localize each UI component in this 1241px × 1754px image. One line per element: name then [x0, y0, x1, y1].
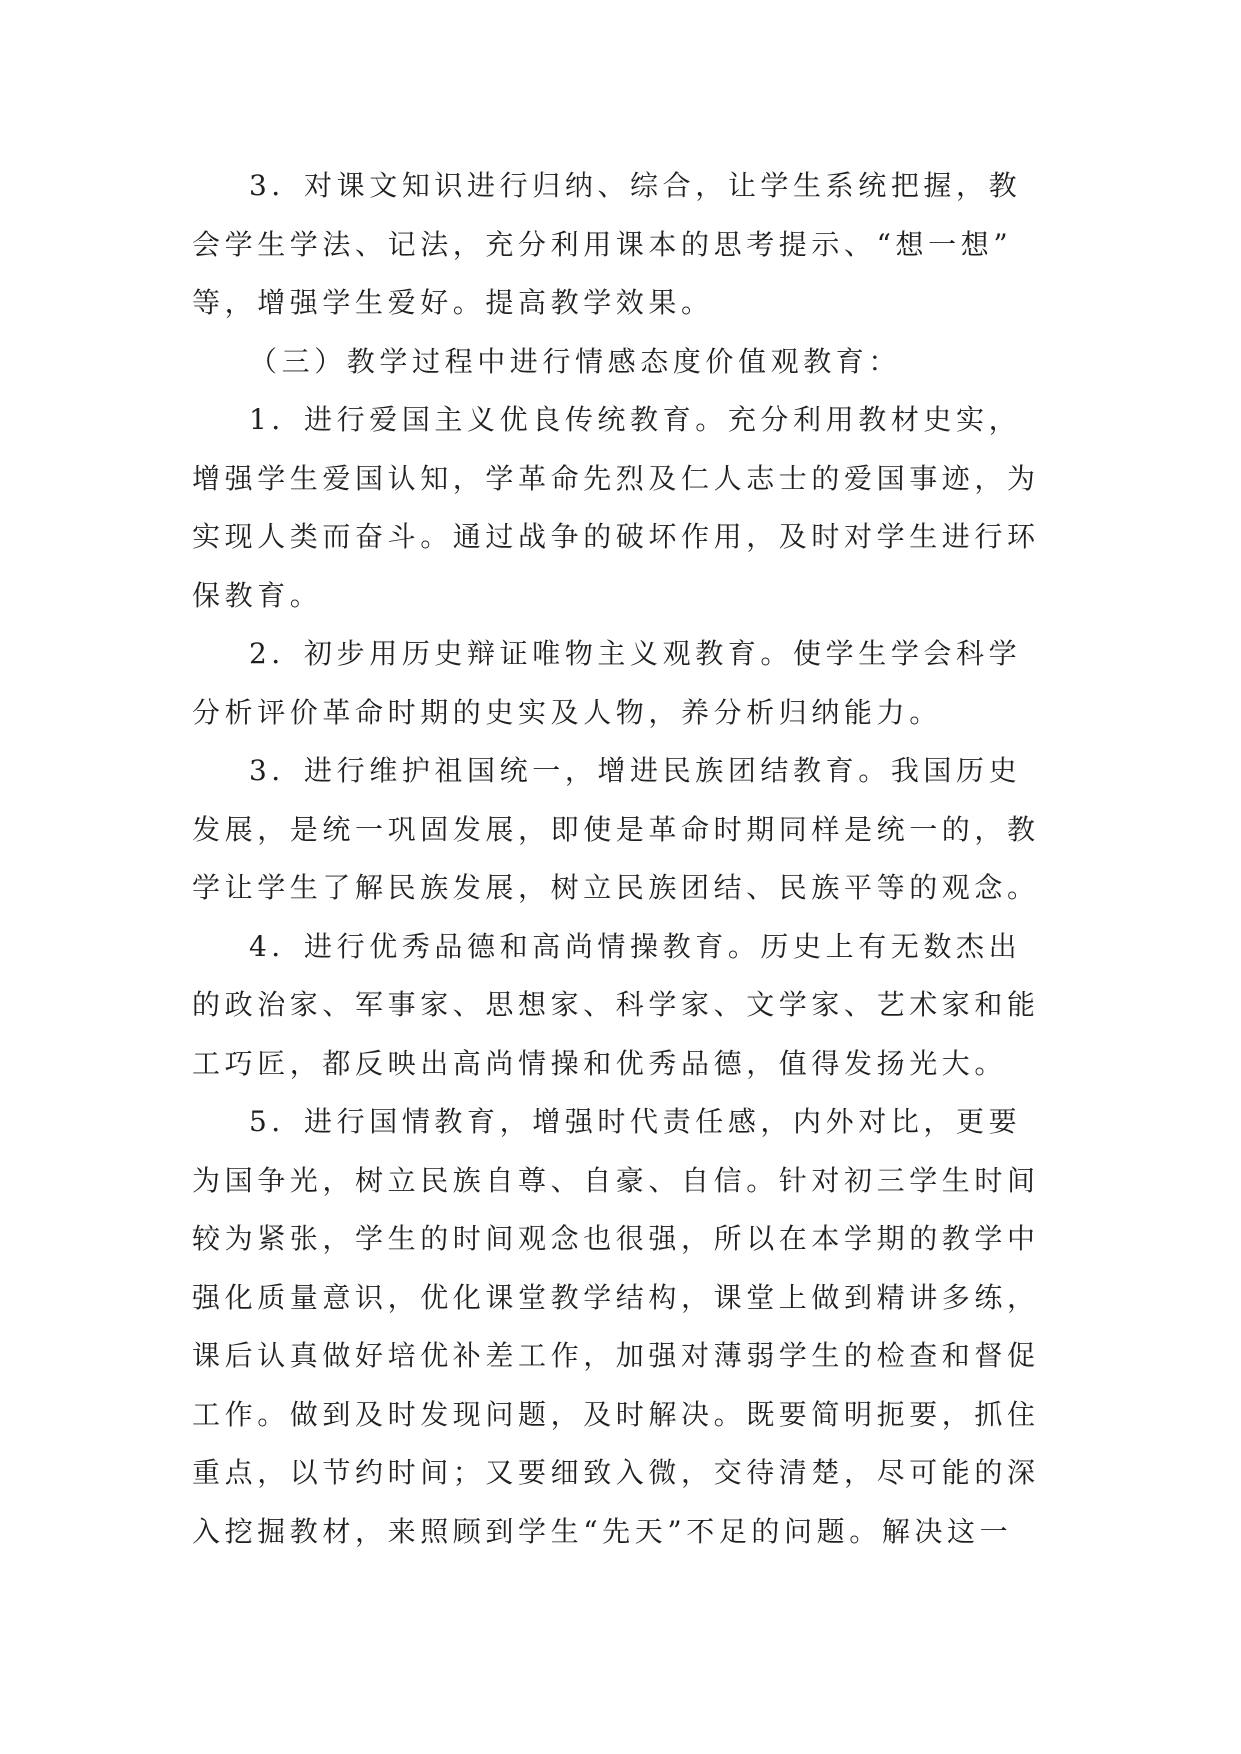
- item-4-line-2: 的政治家、军事家、思想家、科学家、文学家、艺术家和能: [192, 988, 1040, 1021]
- item-1-line-3: 实现人类而奋斗。通过战争的破坏作用，及时对学生进行环: [192, 520, 1040, 553]
- item-5-line-7: 重点，以节约时间；又要细致入微，交待清楚，尽可能的深: [192, 1456, 1040, 1489]
- item-3-line-1: 3．进行维护祖国统一，增进民族团结教育。我国历史: [249, 754, 1022, 787]
- body-text: [192, 157, 1048, 1561]
- paragraph-3-line-2: 会学生学法、记法，充分利用课本的思考提示、“想一想”: [192, 227, 1013, 261]
- item-1-line-2: 增强学生爱国认知，学革命先烈及仁人志士的爱国事迹，为: [192, 461, 1040, 495]
- item-3-line-3: 学让学生了解民族发展，树立民族团结、民族平等的观念。: [192, 871, 1040, 904]
- item-5-line-3: 较为紧张，学生的时间观念也很强，所以在本学期的教学中: [192, 1222, 1040, 1255]
- paragraph-3-line-1: 3．对课文知识进行归纳、综合，让学生系统把握，教: [249, 169, 1022, 202]
- item-5-line-6: 工作。做到及时发现问题，及时解决。既要简明扼要，抓住: [192, 1397, 1040, 1431]
- item-4-line-1: 4．进行优秀品德和高尚情操教育。历史上有无数杰出: [249, 929, 1022, 963]
- item-1-line-1: 1．进行爱国主义优良传统教育。充分利用教材史实，: [249, 403, 1022, 436]
- item-5-line-4: 强化质量意识，优化课堂教学结构，课堂上做到精讲多练，: [192, 1280, 1040, 1314]
- item-4-line-3: 工巧匠，都反映出高尚情操和优秀品德，值得发扬光大。: [192, 1046, 1008, 1080]
- item-5-line-1: 5．进行国情教育，增强时代责任感，内外对比，更要: [249, 1105, 1022, 1138]
- item-5-line-2: 为国争光，树立民族自尊、自豪、自信。针对初三学生时间: [192, 1163, 1040, 1197]
- item-5-line-8: 入挖掘教材，来照顾到学生“先天”不足的问题。解决这一: [192, 1514, 1013, 1548]
- section-heading-3: （三）教学过程中进行情感态度价值观教育：: [249, 344, 902, 378]
- item-1-line-4: 保教育。: [192, 578, 323, 612]
- paragraph-3-line-3: 等，增强学生爱好。提高教学效果。: [192, 286, 714, 319]
- item-3-line-2: 发展，是统一巩固发展，即使是革命时期同样是统一的，教: [192, 812, 1040, 846]
- item-2-line-1: 2．初步用历史辩证唯物主义观教育。使学生学会科学: [249, 637, 1022, 670]
- item-2-line-2: 分析评价革命时期的史实及人物，养分析归纳能力。: [192, 695, 942, 729]
- item-5-line-5: 课后认真做好培优补差工作，加强对薄弱学生的检查和督促: [192, 1339, 1040, 1372]
